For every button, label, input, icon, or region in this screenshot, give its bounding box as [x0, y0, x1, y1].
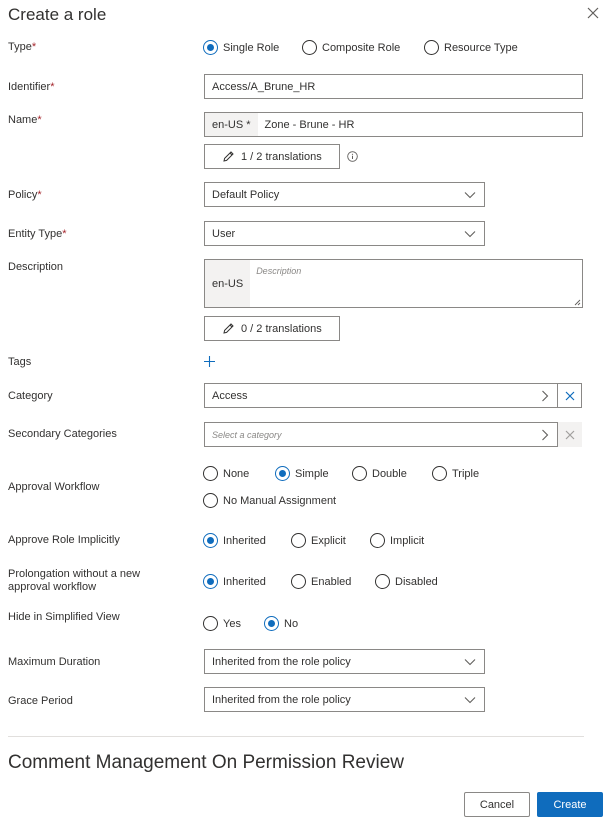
radio-checked-icon [203, 40, 218, 55]
radio-unchecked-icon [302, 40, 317, 55]
radio-checked-icon [275, 466, 290, 481]
info-icon[interactable] [347, 151, 358, 162]
section-divider [8, 736, 584, 737]
grace-period-label: Grace Period [8, 695, 73, 707]
description-label: Description [8, 261, 64, 273]
radio-prolongation-enabled[interactable]: Enabled [291, 574, 351, 589]
policy-select[interactable]: Default Policy [204, 182, 485, 207]
close-icon[interactable] [586, 6, 600, 20]
identifier-label: Identifier* [8, 81, 55, 93]
type-label: Type* [8, 41, 37, 53]
chevron-down-icon [464, 658, 476, 666]
policy-label: Policy* [8, 189, 42, 201]
radio-approval-no-manual-assignment[interactable]: No Manual Assignment [203, 493, 336, 508]
create-button[interactable]: Create [537, 792, 603, 817]
chevron-right-icon [541, 429, 549, 441]
category-picker[interactable]: Access [204, 383, 558, 408]
name-locale: en-US * [205, 113, 258, 136]
category-label: Category [8, 390, 53, 402]
radio-checked-icon [203, 574, 218, 589]
radio-unchecked-icon [291, 533, 306, 548]
description-locale: en-US [205, 260, 250, 307]
cancel-button[interactable]: Cancel [464, 792, 530, 817]
dialog-title: Create a role [8, 5, 107, 24]
chevron-down-icon [464, 230, 476, 238]
plus-icon[interactable] [203, 355, 216, 368]
radio-unchecked-icon [424, 40, 439, 55]
hide-simplified-label: Hide in Simplified View [8, 611, 120, 623]
radio-unchecked-icon [203, 616, 218, 631]
pencil-icon [222, 150, 235, 163]
radio-type-composite-role[interactable]: Composite Role [302, 40, 400, 55]
identifier-input[interactable]: Access/A_Brune_HR [204, 74, 583, 99]
radio-checked-icon [264, 616, 279, 631]
radio-type-single-role[interactable]: Single Role [203, 40, 279, 55]
radio-approve-implicit[interactable]: Implicit [370, 533, 424, 548]
name-translations-button[interactable]: 1 / 2 translations [204, 144, 340, 169]
radio-approval-none[interactable]: None [203, 466, 249, 481]
prolongation-label: Prolongation without a new approval workflow [8, 568, 141, 593]
grace-period-select[interactable]: Inherited from the role policy [204, 687, 485, 712]
radio-unchecked-icon [203, 466, 218, 481]
radio-prolongation-inherited[interactable]: Inherited [203, 574, 266, 589]
chevron-right-icon [541, 390, 549, 402]
secondary-categories-label: Secondary Categories [8, 428, 117, 440]
radio-approval-double[interactable]: Double [352, 466, 407, 481]
clear-icon [565, 391, 575, 401]
radio-unchecked-icon [291, 574, 306, 589]
name-label: Name* [8, 114, 42, 126]
approval-workflow-label: Approval Workflow [8, 481, 100, 493]
name-input[interactable]: en-US * Zone - Brune - HR [204, 112, 583, 137]
radio-approval-simple[interactable]: Simple [275, 466, 329, 481]
category-clear-button[interactable] [558, 383, 582, 408]
radio-hide-yes[interactable]: Yes [203, 616, 241, 631]
pencil-icon [222, 322, 235, 335]
maximum-duration-label: Maximum Duration [8, 656, 101, 668]
radio-checked-icon [203, 533, 218, 548]
secondary-categories-picker[interactable]: Select a category [204, 422, 558, 447]
radio-approve-inherited[interactable]: Inherited [203, 533, 266, 548]
description-textarea[interactable]: en-US Description [204, 259, 583, 308]
maximum-duration-select[interactable]: Inherited from the role policy [204, 649, 485, 674]
radio-unchecked-icon [352, 466, 367, 481]
entity-type-label: Entity Type* [8, 228, 67, 240]
tags-label: Tags [8, 356, 32, 368]
radio-type-resource-type[interactable]: Resource Type [424, 40, 518, 55]
radio-unchecked-icon [203, 493, 218, 508]
chevron-down-icon [464, 191, 476, 199]
section-title: Comment Management On Permission Review [8, 752, 404, 773]
secondary-categories-clear-button [558, 422, 582, 447]
radio-unchecked-icon [432, 466, 447, 481]
radio-hide-no[interactable]: No [264, 616, 298, 631]
clear-icon [565, 430, 575, 440]
chevron-down-icon [464, 696, 476, 704]
radio-unchecked-icon [370, 533, 385, 548]
radio-unchecked-icon [375, 574, 390, 589]
description-translations-button[interactable]: 0 / 2 translations [204, 316, 340, 341]
resize-handle-icon[interactable] [574, 299, 581, 306]
radio-approval-triple[interactable]: Triple [432, 466, 479, 481]
entity-type-select[interactable]: User [204, 221, 485, 246]
radio-prolongation-disabled[interactable]: Disabled [375, 574, 438, 589]
approve-role-implicitly-label: Approve Role Implicitly [8, 534, 120, 546]
radio-approve-explicit[interactable]: Explicit [291, 533, 346, 548]
